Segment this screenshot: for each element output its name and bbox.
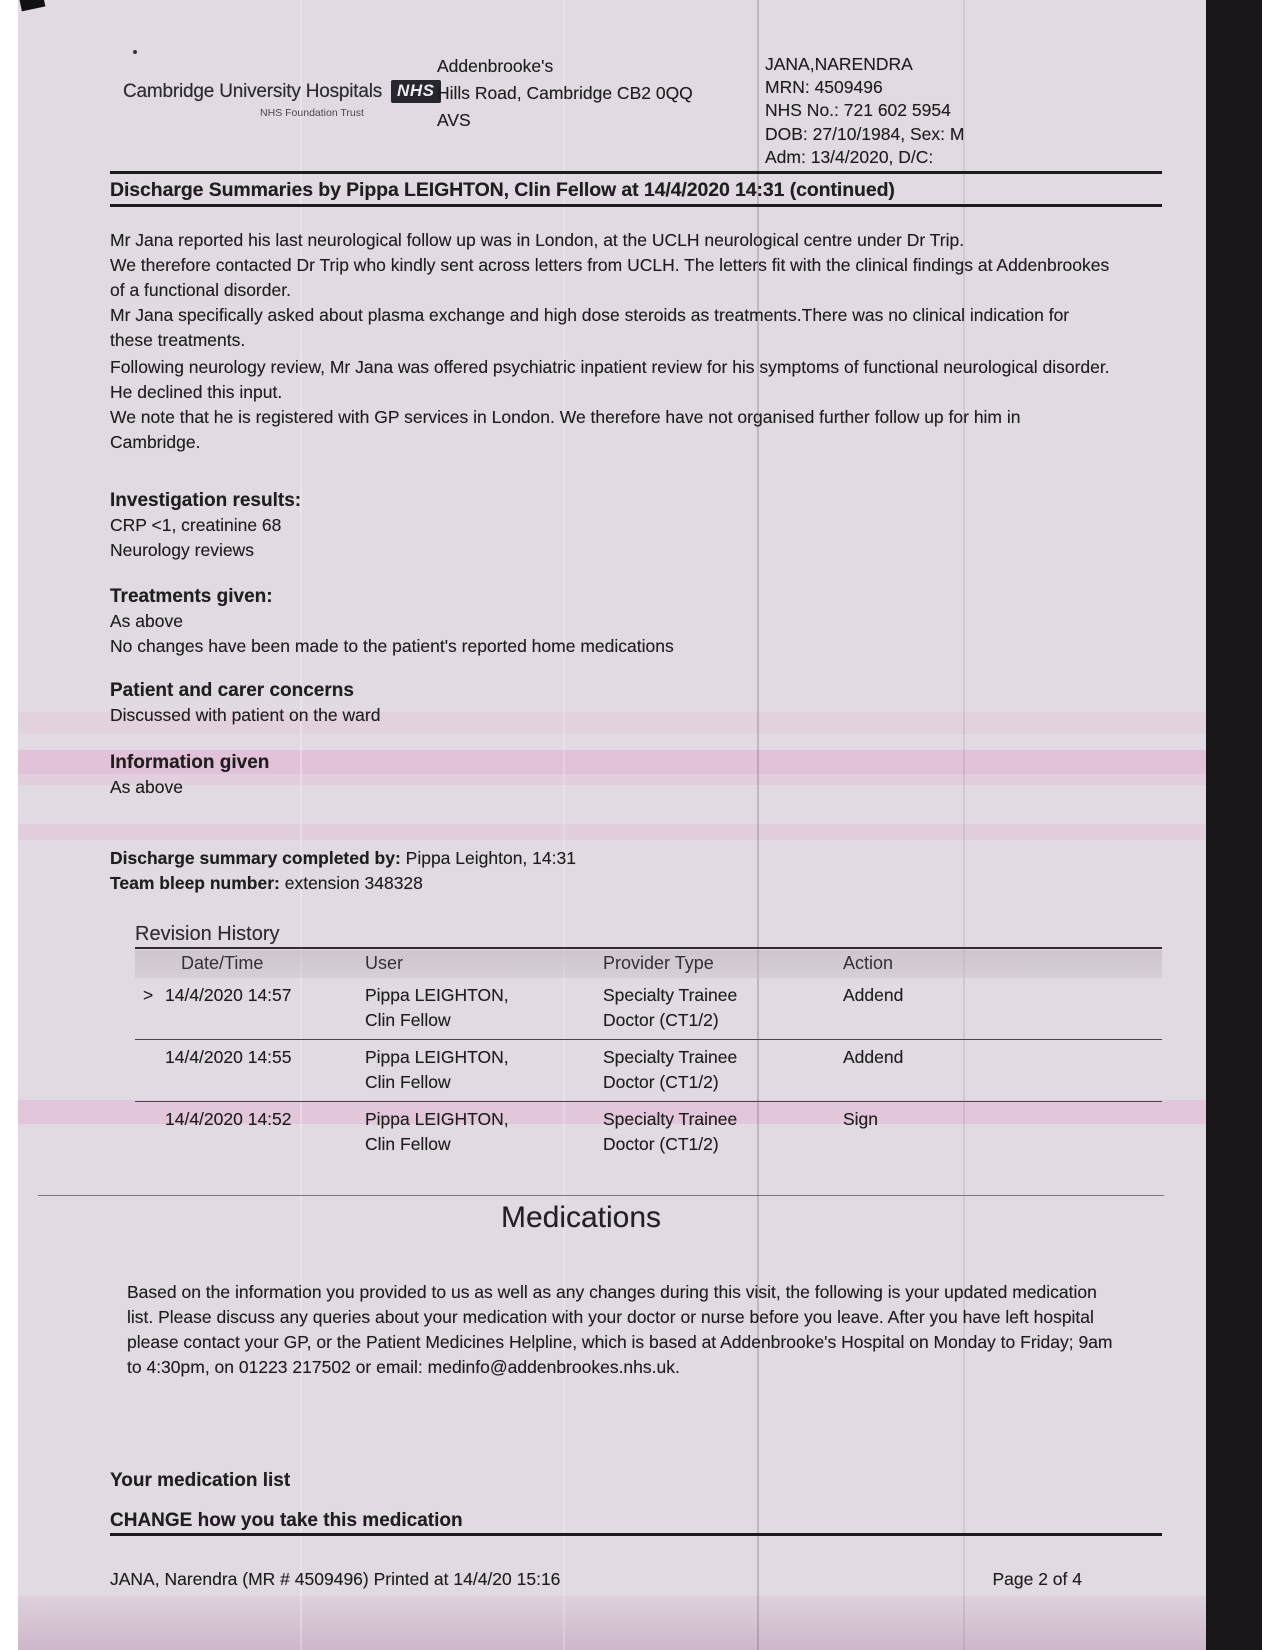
cell-user-line: Pippa LEIGHTON, [365,1109,509,1129]
section-treatments-given [110,584,1115,659]
trust-subtitle: NHS Foundation Trust [260,107,364,119]
patient-name: JANA,NARENDRA [765,54,913,74]
column-header-datetime: Date/Time [181,953,264,973]
footer-page-number: Page 2 of 4 [992,1569,1082,1589]
column-header-user: User [365,953,404,973]
column-header-provider: Provider Type [603,953,714,973]
patient-dob-sex: DOB: 27/10/1984, Sex: M [765,123,965,144]
page-title: Discharge Summaries by Pippa LEIGHTON, Clin Fellow at 14/4/2020 14:31 (continued) [110,179,895,201]
table-row [135,978,1162,1040]
paragraph-line: We note that he is registered with GP services in London. We therefore have not organised further follow up for him in Cambridge. [110,407,1021,452]
section-information-given [110,750,1115,800]
section-investigation-results [110,488,1115,563]
cell-user-line: Clin Fellow [365,1010,451,1030]
completed-by-value: Pippa Leighton, 14:31 [400,848,576,868]
scanner-edge-bar [1206,0,1262,1650]
cell-user [365,1045,603,1095]
cell-user-line: Pippa LEIGHTON, [365,1047,509,1067]
cell-provider-line: Specialty Trainee [603,985,738,1005]
cell-provider [603,1107,843,1157]
trust-name: Cambridge University Hospitals [123,80,383,102]
medication-change-heading: CHANGE how you take this medication [110,1510,463,1531]
paragraph-line: Following neurology review, Mr Jana was offered psychiatric inpatient review for his symptoms of functional neurological disorder. He declined this input. [110,357,1110,402]
paragraph-line: We therefore contacted Dr Trip who kindly sent across letters from UCLH. The letters fit with the clinical findings at Addenbrookes of a functional disorder. [110,255,1110,300]
footer-patient-printed: JANA, Narendra (MR # 4509496) Printed at 14/4/20 15:16 [110,1569,561,1589]
section-patient-carer-concerns [110,678,1115,728]
paragraph-line: Mr Jana specifically asked about plasma exchange and high dose steroids as treatments.There was no clinical indication for these treatments. [110,305,1070,350]
cell-user-line: Clin Fellow [365,1134,451,1154]
title-underline [110,204,1162,207]
hospital-address-block [437,53,693,134]
cell-action: Addend [843,985,904,1005]
cell-user-line: Clin Fellow [365,1072,451,1092]
header-spacer [135,953,165,974]
change-heading-underline [110,1533,1162,1536]
section-line: Neurology reviews [110,540,254,560]
cell-provider-line: Doctor (CT1/2) [603,1010,719,1030]
address-line: Addenbrooke's [437,56,554,76]
medication-list-heading: Your medication list [110,1470,291,1491]
cell-provider-line: Specialty Trainee [603,1047,738,1067]
team-bleep-value: extension 348328 [279,873,423,893]
cell-user-line: Pippa LEIGHTON, [365,985,509,1005]
section-line: No changes have been made to the patient's reported home medications [110,636,674,656]
cell-datetime: 14/4/2020 14:57 [165,985,292,1005]
revision-history-underline [135,947,1162,949]
patient-mrn: MRN: 4509496 [765,77,883,98]
table-row [135,1040,1162,1102]
patient-details-block [765,53,964,169]
cell-user [365,983,603,1033]
page-footer [110,1567,1082,1592]
address-line: AVS [437,110,471,130]
cell-provider [603,983,843,1033]
patient-admission: Adm: 13/4/2020, D/C: [765,146,934,167]
section-line: As above [110,777,183,797]
team-bleep-line [110,871,1115,896]
revision-history-header-row [135,950,1162,978]
team-bleep-label: Team bleep number: [110,873,280,893]
cell-provider-line: Doctor (CT1/2) [603,1072,719,1092]
cell-datetime: 14/4/2020 14:55 [165,1047,292,1067]
medications-title: Medications [500,1201,662,1234]
table-row [135,1102,1162,1163]
cell-user [365,1107,603,1157]
paragraph [110,355,1115,455]
cell-action: Sign [843,1109,879,1129]
cell-provider-line: Doctor (CT1/2) [603,1134,719,1154]
section-line: Discussed with patient on the ward [110,705,381,725]
section-heading: Treatments given: [110,586,273,607]
patient-nhs-number: NHS No.: 721 602 5954 [765,100,951,121]
section-line: CRP <1, creatinine 68 [110,515,282,535]
current-revision-marker: > [143,985,154,1005]
section-heading: Patient and carer concerns [110,680,354,701]
revision-history-table [135,950,1162,1163]
paragraph [110,228,1115,353]
column-header-action: Action [843,953,894,973]
revision-marker [135,1107,165,1157]
paragraph-line: Mr Jana reported his last neurological follow up was in London, at the UCLH neurological centre under Dr Trip. [110,230,965,250]
address-line: Hills Road, Cambridge CB2 0QQ [437,83,693,103]
revision-marker [135,1045,165,1095]
section-heading: Investigation results: [110,490,302,511]
cell-action: Addend [843,1047,904,1067]
section-line: As above [110,611,183,631]
medications-intro: Based on the information you provided to us as well as any changes during this visit, the following is your updated medication list. Please discuss any queries about your medication with your doctor or nurse before you leave. After you have left hospital please contact your GP, or the Patient Medicines Helpline, which is based at Addenbrooke's Hospital on Monday to Friday; 9am to 4:30pm, on 01223 217502 or email: medinfo@addenbrookes.nhs.uk. [127,1282,1113,1377]
section-divider [38,1195,1164,1196]
cell-provider-line: Specialty Trainee [603,1109,738,1129]
completed-by-line [110,846,1115,871]
section-heading: Information given [110,752,270,773]
completed-by-block [110,846,1115,896]
revision-history-title: Revision History [135,923,280,945]
cell-datetime: 14/4/2020 14:52 [165,1109,292,1129]
header-rule [110,171,1162,174]
scan-speck [133,50,137,54]
completed-by-label: Discharge summary completed by: [110,848,401,868]
trust-logo-block [123,80,441,103]
nhs-logo: NHS [391,80,441,103]
cell-provider [603,1045,843,1095]
